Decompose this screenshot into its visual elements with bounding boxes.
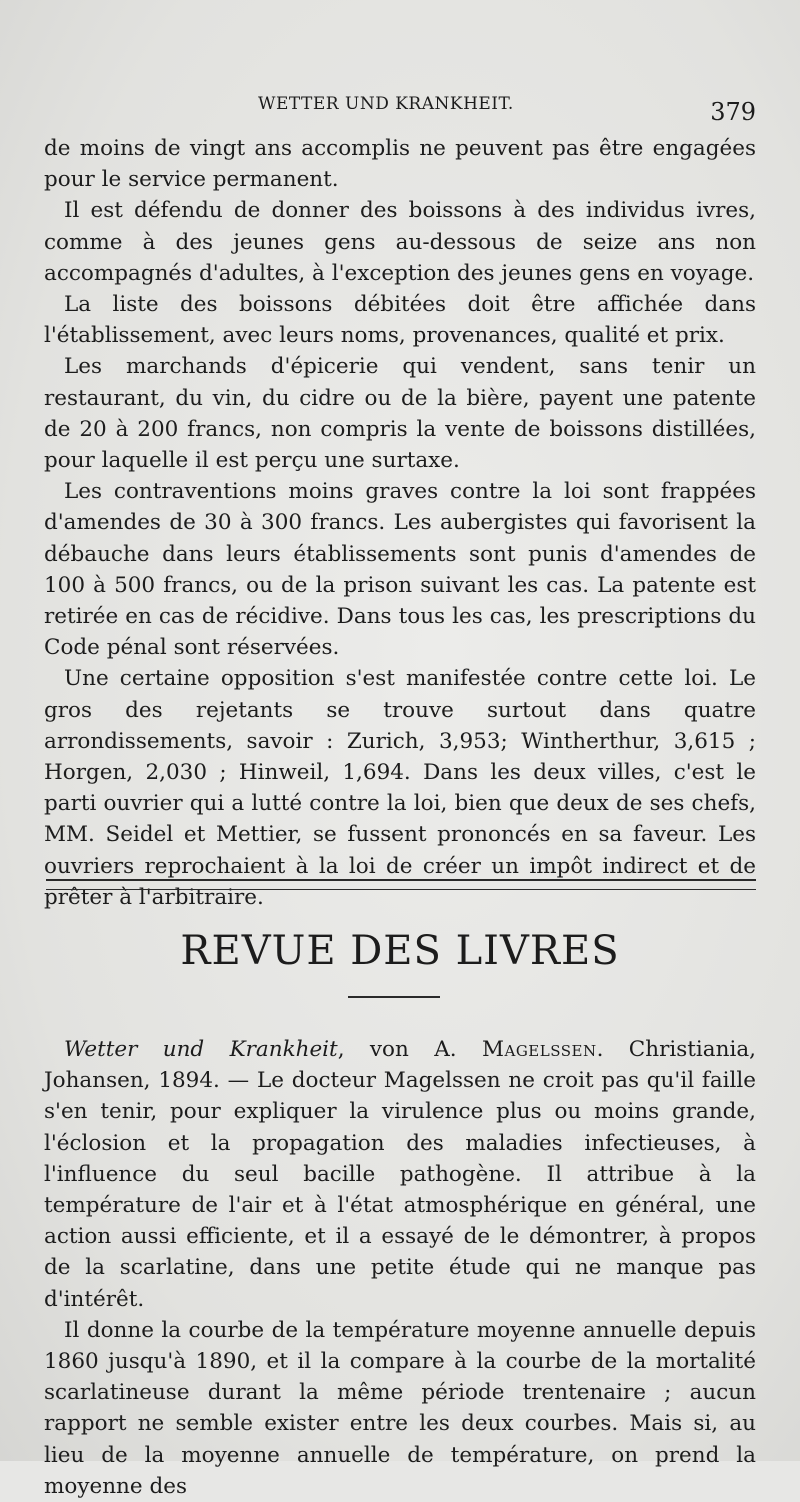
review-paragraph-2: Il donne la courbe de la température moyenne annuelle depuis 1860 jusqu'à 1890, et il la compare à la courbe de la mortalité scarlatineuse durant la même période trentenaire ; aucun rapport ne semble exister entre les deux courbes. Mais si, au lieu de la moyenne annuelle de température, on prend la moyenne des [44,1317,756,1499]
paragraph-grocers-license: Les marchands d'épicerie qui vendent, sans tenir un restaurant, du vin, du cidre ou de la bière, payent une patente de 20 à 200 francs, non compris la vente de boissons distillées, pour laquelle il est perçu une surtaxe. [44,354,756,474]
book-author: Magelssen [481,1037,597,1062]
paragraph-fines: Les contraventions moins graves contre la loi sont frappées d'amendes de 30 à 300 francs. Les aubergistes qui favorisent la débauche dans leurs établissements sont punis d'amendes de 100 à 500 francs, ou de la prison suivant les cas. La patente est retirée en cas de récidive. Dans tous les cas, les prescriptions du Code pénal sont réservées. [44,479,756,661]
paragraph-continuation: de moins de vingt ans accomplis ne peuvent pas être engagées pour le service permanent. [44,136,756,193]
law-text-block [44,133,756,913]
title-underline [348,996,440,998]
review-paragraph-1 [44,1034,756,1315]
paragraph-opposition: Une certaine opposition s'est manifestée contre cette loi. Le gros des rejetants se trouve surtout dans quatre arrondissements, savoir : Zurich, 3,953; Wintherthur, 3,615 ; Horgen, 2,030 ; Hinweil, 1,694. Dans les deux villes, c'est le parti ouvrier qui a lutté contre la loi, bien que deux de ses chefs, MM. Seidel et Mettier, se fussent prononcés en sa faveur. Les ouvriers reprochaient à la loi de créer un impôt indirect et de prêter à l'arbitraire. [44,666,756,910]
book-title: Wetter und Krankheit [64,1037,338,1062]
review-by: , von A. [337,1037,482,1062]
book-review [44,1034,756,1502]
running-head: WETTER UND KRANKHEIT. [258,94,514,114]
page-number: 379 [710,98,756,126]
paragraph-drunk-persons: Il est défendu de donner des boissons à des individus ivres, comme à des jeunes gens au-dessous de seize ans non accompagnés d'adultes, à l'exception des jeunes gens en voyage. [44,198,756,286]
review-lead-text: . Christiania, Johansen, 1894. — Le docteur Magelssen ne croit pas qu'il faille s'en tenir, pour expliquer la virulence plus ou moins grande, l'éclosion et la propagation des maladies infectieuses, à l'influence du seul bacille pathogène. Il attribue à la température de l'air et à l'état atmosphérique en général, une action aussi efficiente, et il a essayé de le démontrer, à propos de la scarlatine, dans une petite étude qui ne manque pas d'intérêt. [44,1037,756,1312]
section-title: REVUE DES LIVRES [180,928,620,974]
paragraph-drinks-list: La liste des boissons débitées doit être affichée dans l'établissement, avec leurs noms, provenances, qualité et prix. [44,292,756,349]
section-divider [46,879,756,890]
